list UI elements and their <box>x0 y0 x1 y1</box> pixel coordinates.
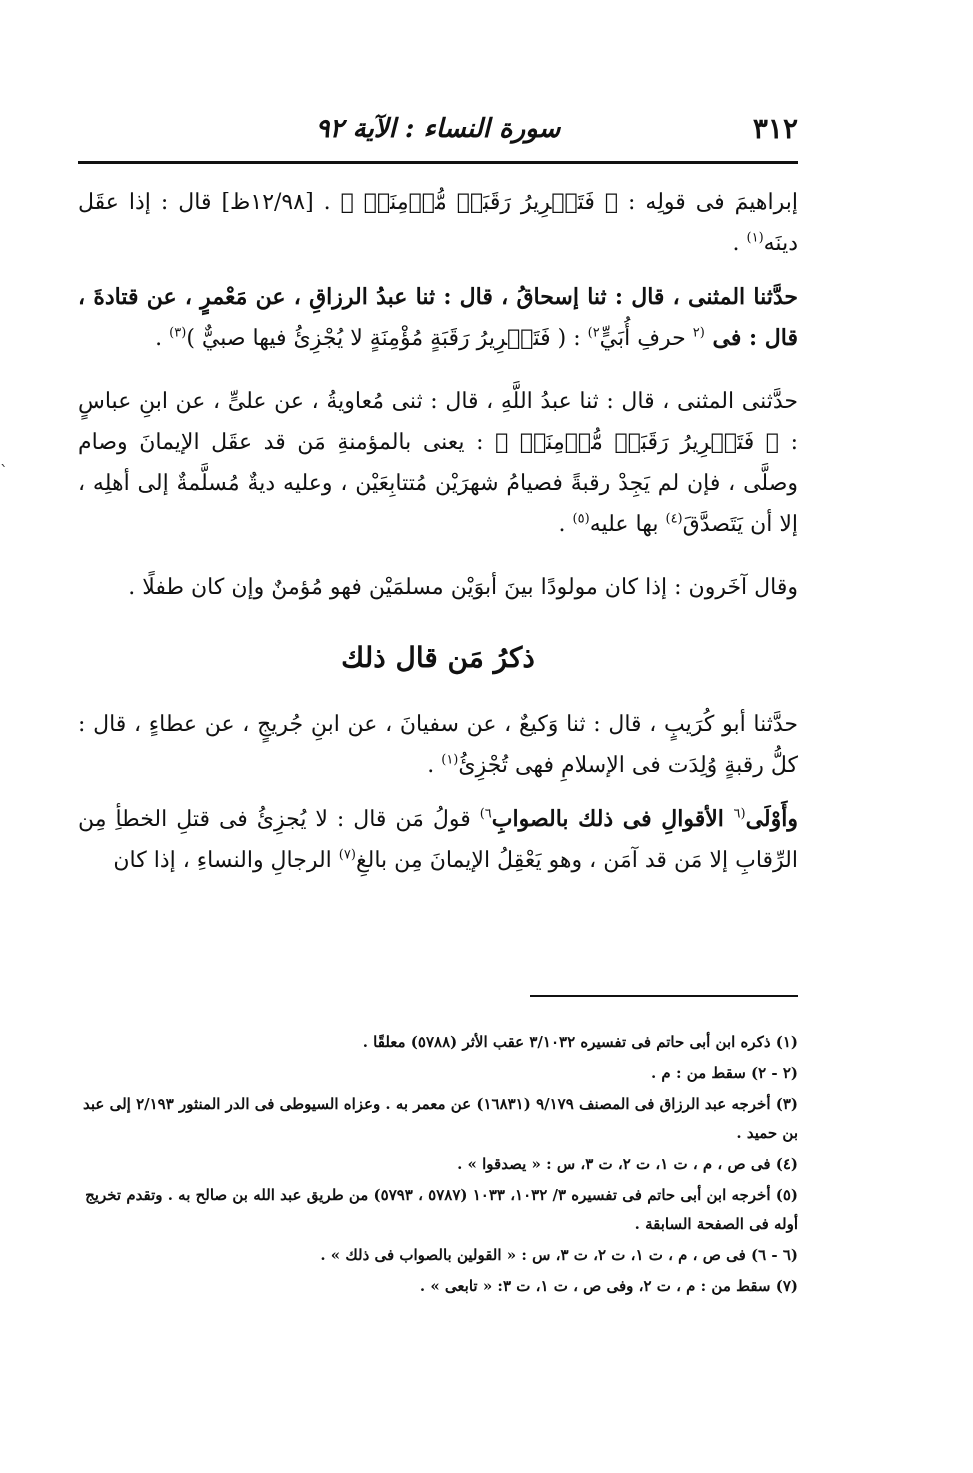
footnote-6: (٦ - ٦) فى ص ، م ، ت ١، ت ٢، ت ٣، س : « القولين بالصواب فى ذلك » . <box>320 1246 798 1264</box>
paragraph-4: وقال آخَرون : إذا كان مولودًا بينَ أبوَيْن مسلمَيْن فهو مُؤمنٌ وإن كان طفلًا . <box>128 575 798 600</box>
footnote-ref-2-end: ٢) <box>587 325 600 341</box>
paragraph-5: حدَّثنا أبو كُرَيبٍ ، قال : ثنا وَكيعٌ ، عن سفيانَ ، عن ابنِ جُريجٍ ، عن عطاءٍ ، قال : كلُّ رقبةٍ وُلِدَت فى الإسلامِ فهى تُجْزِئُ$^{(١)}$ . <box>78 712 798 778</box>
footnotes <box>78 1028 798 1303</box>
footnote-ref-1b: (١) <box>441 752 459 768</box>
footnote-5: (٥) أخرجه ابن أبى حاتم فى تفسيره ٣/ ١٠٣٢، ١٠٣٣ (٥٧٨٧ ، ٥٧٩٣) من طريق عبد الله بن صالح به . وتقدم تخريج أوله فى الصفحة السابقة . <box>85 1186 798 1233</box>
paragraph-2: حدَّثنا المثنى ، قال : ثنا إسحاقُ ، قال : ثنا عبدُ الرزاقِ ، عن مَعْمرٍ ، عن قتادةَ ، قال : فى $^{(٢}$ حرفِ أُبَيٍّ$^{٢)}$ : ( فَتَحۡرِيرُ رَقَبَةٍ مُؤْمِنَةٍ لا يُجْزِئُ فيها صبيٌّ )$^{(٣)}$ . <box>78 284 798 351</box>
footnote-ref-4: (٤) <box>665 511 683 527</box>
footnote-1: (١) ذكره ابن أبى حاتم فى تفسيره ٣/١٠٣٢ عقب الأثر (٥٧٨٨) معلقًا . <box>362 1033 798 1051</box>
main-text <box>78 182 798 881</box>
footnote-rule <box>530 995 798 997</box>
footnote-7: (٧) سقط من : م ، ت ٢، وفى ص ، ت ١، ت ٣: « تابعى » . <box>419 1277 798 1295</box>
footnote-4: (٤) فى ص ، م ، ت ١، ت ٢، ت ٣، س : « يصدقوا » . <box>457 1155 798 1173</box>
footnote-ref-6-start: (٦ <box>733 806 746 822</box>
paragraph-3: حدَّثنى المثنى ، قال : ثنا عبدُ اللَّهِ ، قال : ثنى مُعاويةُ ، عن علىٍّ ، عن ابنِ عباسٍ : ﴿ فَتَحۡرِيرُ رَقَبَةٖ مُّؤۡمِنَةٖ ﴾ : يعنى بالمؤمنةِ مَن قد عقَل الإيمانَ وصام وصلَّى ، فإن لم يَجِدْ رقبةً فصيامُ شهرَيْن مُتتابِعَيْن ، وعليه ديةٌ مُسلَّمةٌ إلى أهلِه ، إلا أن يَتَصدَّقَ$^{(٤)}$ بها عليه$^{(٥)}$ . <box>78 389 798 537</box>
footnote-ref-6-end: ٦) <box>479 806 492 822</box>
paragraph-6: وأَوْلَى$^{(٦}$ الأقوالِ فى ذلك بالصوابِ$^{٦)}$ قولُ مَن قال : لا يُجزِئُ فى قتلِ الخطأِ مِن الرِّقابِ إلا مَن قد آمَن ، وهو يَعْقِلُ الإيمانَ مِن بالغِ$^{(٧)}$ الرجالِ والنساءِ ، إذا كان <box>78 806 798 873</box>
header-rule <box>78 161 798 164</box>
paragraph-1: إبراهيمَ فى قولِه : ﴿ فَتَحۡرِيرُ رَقَبَةٖ مُّؤۡمِنَةٖ ﴾ . [١٢/٩٨ظ] قال : إذا عقَل دينَه$^{(١)}$ . <box>78 190 798 256</box>
footnote-ref-3: (٣) <box>169 325 187 341</box>
footnote-3: (٣) أخرجه عبد الرزاق فى المصنف ٩/١٧٩ (١٦٨٣١) عن معمر به . وعزاه السيوطى فى الدر المنثور ٢/١٩٣ إلى عبد بن حميد . <box>83 1095 798 1142</box>
footnote-ref-7: (٧) <box>338 847 356 863</box>
margin-mark: ` <box>0 462 8 481</box>
footnote-ref-2-start: (٢ <box>692 325 705 341</box>
page-number: ٣١٢ <box>752 112 798 145</box>
footnote-ref-1: (١) <box>746 230 764 246</box>
section-heading: ذكرُ مَن قال ذلك <box>341 641 535 674</box>
footnote-ref-5: (٥) <box>572 511 590 527</box>
running-title: سورة النساء : الآية ٩٢ <box>315 114 561 144</box>
footnote-2: (٢ - ٢) سقط من : م . <box>650 1064 798 1082</box>
page-header <box>78 112 798 152</box>
